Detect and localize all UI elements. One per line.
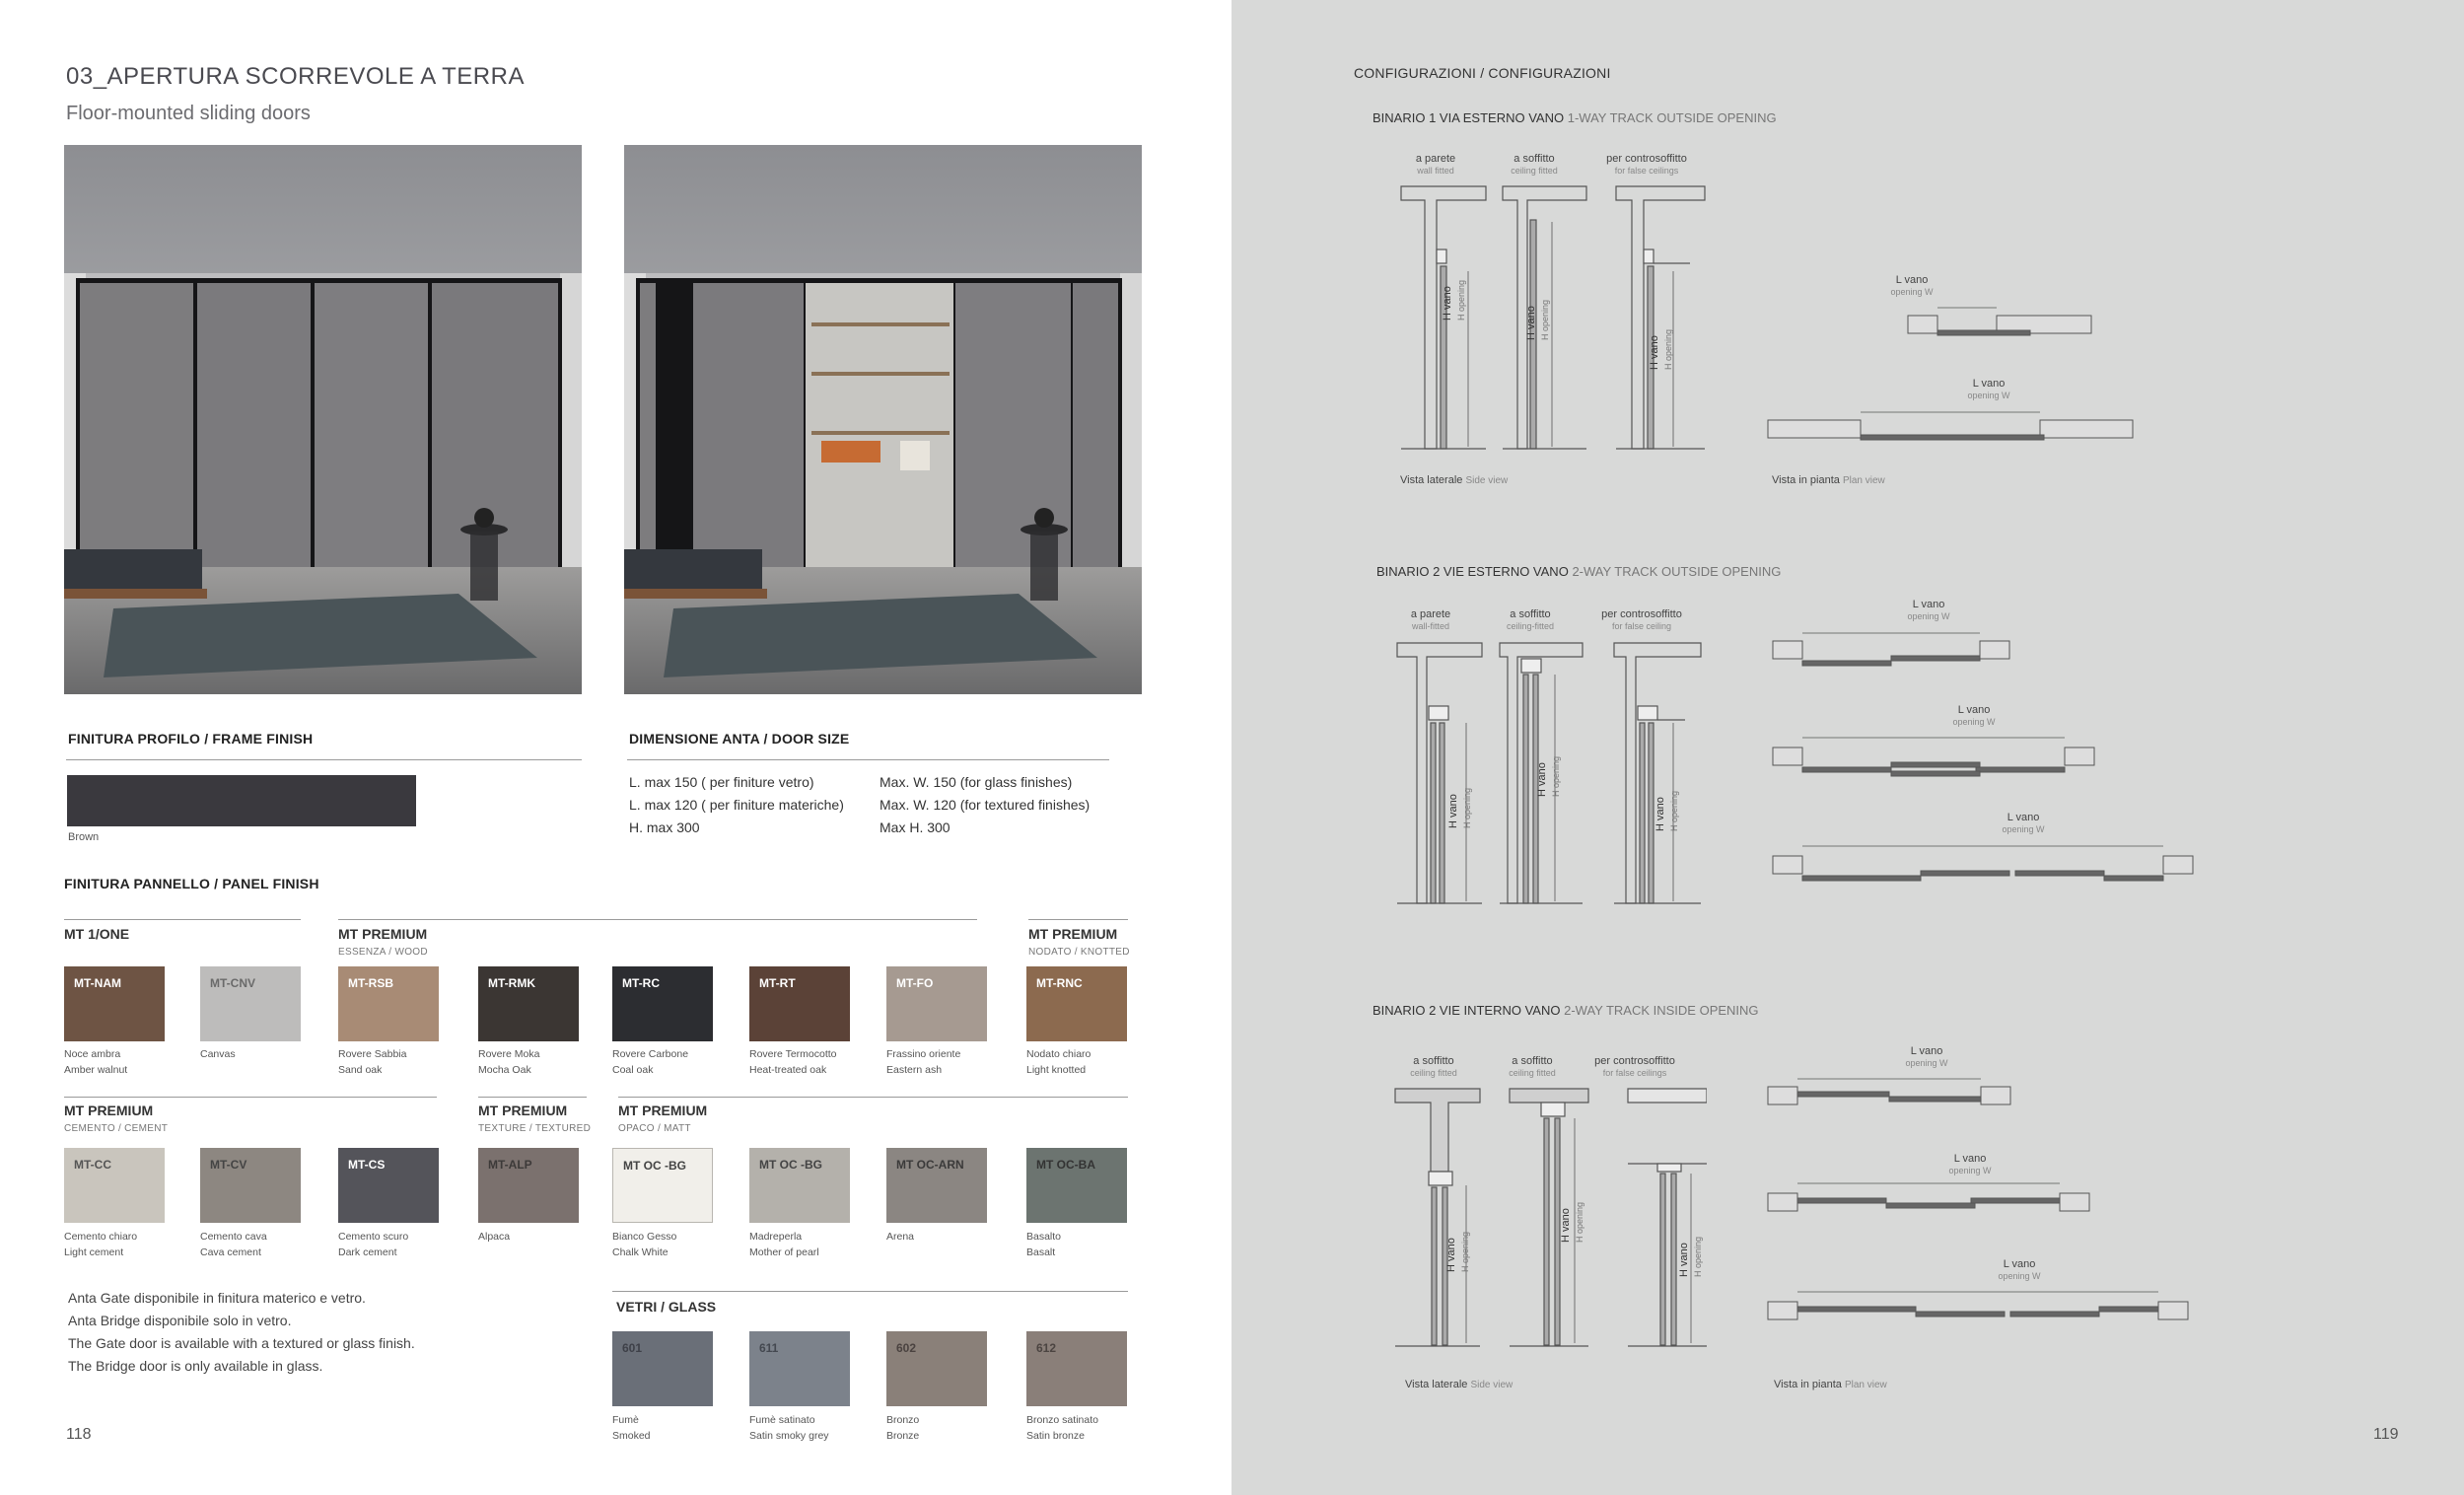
finish-swatch: [338, 1148, 439, 1223]
finish-name-en: Coal oak: [612, 1064, 654, 1076]
finish-code: MT-RMK: [488, 976, 535, 990]
availability-notes: [68, 1287, 415, 1378]
section-3-title: [1373, 1003, 1759, 1018]
finish-swatch: [886, 1148, 987, 1223]
finish-code: MT-CNV: [210, 976, 255, 990]
finish-name-en: Satin smoky grey: [749, 1430, 829, 1442]
finish-name-en: Eastern ash: [886, 1064, 943, 1076]
finish-code: 602: [896, 1341, 917, 1355]
label-en: opening W: [1948, 1166, 1992, 1175]
finish-name-it: Cemento chiaro: [64, 1231, 138, 1243]
finish-caption: [886, 1046, 1003, 1078]
group-matt-title: MT PREMIUM: [618, 1103, 708, 1118]
finish-swatch: [1026, 966, 1127, 1041]
finish-name-it: Nodato chiaro: [1026, 1048, 1091, 1060]
finish-name-it: Basalto: [1026, 1231, 1062, 1243]
finish-name-it: Rovere Termocotto: [749, 1048, 837, 1060]
view-en: Side view: [1470, 1380, 1514, 1390]
door-size-heading: DIMENSIONE ANTA / DOOR SIZE: [629, 731, 850, 747]
finish-code: MT OC-ARN: [896, 1158, 964, 1172]
group-matt-subtitle: OPACO / MATT: [618, 1123, 691, 1134]
finish-code: MT OC-BA: [1036, 1158, 1095, 1172]
group-textured-title: MT PREMIUM: [478, 1103, 568, 1118]
view-it: Vista laterale: [1400, 474, 1463, 486]
h-opening-label-en: H opening: [1663, 328, 1673, 370]
label-en: for false ceilings: [1602, 1068, 1667, 1078]
finish-code: MT-ALP: [488, 1158, 532, 1172]
s3-side-view-diagram: [1391, 1085, 1707, 1361]
finish-code: MT-RSB: [348, 976, 393, 990]
view-it: Vista in pianta: [1774, 1379, 1842, 1390]
s2-label-ceiling: [1486, 608, 1575, 632]
label-en: opening W: [1890, 287, 1934, 297]
s2-label-false-ceiling: [1587, 608, 1696, 632]
finish-name-it: Rovere Sabbia: [338, 1048, 407, 1060]
finish-name-en: Dark cement: [338, 1246, 397, 1258]
finish-name-it: Bianco Gesso: [612, 1231, 677, 1243]
finish-code: MT-RC: [622, 976, 660, 990]
s3-plan-view-label: [1774, 1379, 1887, 1390]
finish-name-it: Bronzo satinato: [1026, 1414, 1098, 1426]
finish-code: MT-RT: [759, 976, 796, 990]
finish-caption: [1026, 1412, 1143, 1444]
label-it: a soffitto: [1514, 153, 1555, 165]
view-en: Plan view: [1842, 475, 1885, 486]
finish-swatch: [749, 966, 850, 1041]
label-it: a soffitto: [1413, 1055, 1454, 1067]
note-line: The Bridge door is only available in glass.: [68, 1358, 323, 1374]
spec-line: H. max 300: [629, 819, 700, 835]
label-en: for false ceiling: [1611, 621, 1672, 631]
finish-name-it: Fumè satinato: [749, 1414, 815, 1426]
finish-caption: [749, 1412, 866, 1444]
label-it: L vano: [1910, 1045, 1943, 1057]
label-en: wall-fitted: [1411, 621, 1449, 631]
finish-name-en: Light knotted: [1026, 1064, 1087, 1076]
label-en: ceiling fitted: [1509, 1068, 1556, 1078]
spec-line: Max. W. 120 (for textured finishes): [880, 797, 1091, 813]
finish-swatch: [478, 966, 579, 1041]
view-it: Vista in pianta: [1772, 474, 1840, 486]
divider: [66, 759, 582, 760]
label-it: a parete: [1410, 608, 1451, 620]
finish-code: MT-CC: [74, 1158, 111, 1172]
finish-caption: [338, 1229, 455, 1260]
finish-caption: [612, 1412, 729, 1444]
h-opening-label: H vano: [1445, 1238, 1457, 1272]
finish-code: MT-NAM: [74, 976, 121, 990]
label-it: L vano: [1957, 704, 1991, 716]
h-opening-label-en: H opening: [1669, 790, 1679, 831]
s1-plan-view-label: [1772, 474, 1885, 486]
s3-label-ceiling: [1389, 1055, 1478, 1079]
finish-name-en: Bronze: [886, 1430, 920, 1442]
h-opening-label: H vano: [1654, 797, 1666, 831]
label-it: L vano: [2006, 812, 2040, 823]
divider: [478, 1097, 587, 1098]
view-en: Plan view: [1844, 1380, 1887, 1390]
section-3-title-en: 2-WAY TRACK INSIDE OPENING: [1564, 1003, 1759, 1018]
label-en: opening W: [1967, 391, 2010, 400]
door-size-it: [629, 771, 844, 839]
finish-name-it: Frassino oriente: [886, 1048, 961, 1060]
note-line: The Gate door is available with a textured or glass finish.: [68, 1335, 415, 1351]
finish-name-en: Mocha Oak: [478, 1064, 531, 1076]
label-it: per controsoffitto: [1594, 1055, 1675, 1067]
finish-code: 601: [622, 1341, 643, 1355]
h-opening-label-en: H opening: [1551, 755, 1561, 797]
finish-name-en: Basalt: [1026, 1246, 1056, 1258]
finish-name-it: Bronzo: [886, 1414, 920, 1426]
page-subtitle: Floor-mounted sliding doors: [66, 103, 311, 124]
section-1-title: [1373, 110, 1777, 125]
finish-name-it: Fumè: [612, 1414, 639, 1426]
group-wood-title: MT PREMIUM: [338, 926, 428, 942]
photo-closed-doors: [64, 145, 582, 694]
finish-name-it: Noce ambra: [64, 1048, 121, 1060]
divider: [627, 759, 1109, 760]
finish-swatch: [338, 966, 439, 1041]
section-3-title-it: BINARIO 2 VIE INTERNO VANO: [1373, 1003, 1561, 1018]
note-line: Anta Gate disponibile in finitura materico e vetro.: [68, 1290, 366, 1306]
finish-caption: [886, 1229, 1003, 1245]
finish-caption: [478, 1046, 595, 1078]
label-en: opening W: [1905, 1058, 1948, 1068]
finish-name-en: Satin bronze: [1026, 1430, 1085, 1442]
divider: [64, 919, 301, 920]
s1-side-view-diagram: [1399, 182, 1715, 459]
finish-name-it: Arena: [886, 1231, 915, 1243]
finish-name-en: Smoked: [612, 1430, 651, 1442]
finish-name-en: Cava cement: [200, 1246, 261, 1258]
finish-caption: [612, 1046, 729, 1078]
h-opening-label: H vano: [1560, 1208, 1572, 1243]
finish-caption: [612, 1229, 729, 1260]
finish-name-it: Cemento scuro: [338, 1231, 409, 1243]
finish-name-it: Canvas: [200, 1048, 236, 1060]
h-opening-label-en: H opening: [1460, 1231, 1470, 1272]
page-number-left: 118: [66, 1426, 92, 1443]
h-opening-label: H vano: [1447, 794, 1459, 828]
finish-name-en: Heat-treated oak: [749, 1064, 827, 1076]
page-title: 03_APERTURA SCORREVOLE A TERRA: [66, 63, 525, 90]
label-en: for false ceilings: [1614, 166, 1679, 176]
group-cement-subtitle: CEMENTO / CEMENT: [64, 1123, 169, 1134]
group-textured-subtitle: TEXTURE / TEXTURED: [478, 1123, 592, 1134]
label-en: opening W: [1952, 717, 1996, 727]
finish-name-en: Chalk White: [612, 1246, 669, 1258]
frame-finish-label: Brown: [68, 831, 100, 843]
finish-code: 612: [1036, 1341, 1057, 1355]
divider: [612, 1291, 1128, 1292]
finish-swatch: [200, 1148, 301, 1223]
s1-side-view-label: [1400, 474, 1508, 486]
label-it: L vano: [1895, 274, 1929, 286]
finish-code: MT OC -BG: [623, 1159, 686, 1173]
finish-swatch: [64, 1148, 165, 1223]
label-en: opening W: [1998, 1271, 2041, 1281]
finish-caption: [886, 1412, 1003, 1444]
label-it: a soffitto: [1510, 608, 1551, 620]
s2-plan-label: [1889, 599, 1968, 622]
label-it: L vano: [1912, 599, 1945, 610]
finish-swatch: [64, 966, 165, 1041]
finish-caption: [338, 1046, 455, 1078]
h-opening-label: H vano: [1525, 306, 1537, 340]
view-en: Side view: [1465, 475, 1509, 486]
s1-label-wall: [1391, 153, 1480, 177]
spec-line: Max H. 300: [880, 819, 950, 835]
group-knotted-subtitle: NODATO / KNOTTED: [1028, 947, 1130, 958]
label-it: a parete: [1415, 153, 1456, 165]
finish-code: MT-CV: [210, 1158, 247, 1172]
s3-plan-view-diagram: [1764, 1067, 2198, 1333]
note-line: Anta Bridge disponibile solo in vetro.: [68, 1313, 292, 1328]
finish-swatch: [478, 1148, 579, 1223]
finish-swatch: [749, 1148, 850, 1223]
label-it: per controsoffitto: [1606, 153, 1687, 165]
label-en: ceiling fitted: [1410, 1068, 1457, 1078]
h-opening-label: H vano: [1649, 335, 1660, 370]
label-it: per controsoffitto: [1601, 608, 1682, 620]
finish-name-en: Amber walnut: [64, 1064, 128, 1076]
label-en: ceiling fitted: [1511, 166, 1558, 176]
label-en: wall fitted: [1417, 166, 1454, 176]
finish-swatch: [612, 966, 713, 1041]
section-1-title-en: 1-WAY TRACK OUTSIDE OPENING: [1567, 110, 1777, 125]
label-it: a soffitto: [1512, 1055, 1553, 1067]
section-2-title-en: 2-WAY TRACK OUTSIDE OPENING: [1572, 564, 1782, 579]
finish-caption: [64, 1229, 180, 1260]
label-en: opening W: [2002, 824, 2045, 834]
divider: [64, 1097, 437, 1098]
s1-label-ceiling: [1490, 153, 1579, 177]
finish-swatch: [886, 1331, 987, 1406]
finish-caption: [1026, 1046, 1143, 1078]
finish-name-it: Alpaca: [478, 1231, 511, 1243]
s1-label-false-ceiling: [1592, 153, 1701, 177]
s1-plan-label: [1872, 274, 1951, 298]
section-2-title: [1376, 564, 1781, 579]
finish-caption: [64, 1046, 180, 1078]
finish-caption: [749, 1229, 866, 1260]
h-opening-label-en: H opening: [1575, 1201, 1584, 1243]
s2-plan-view-diagram: [1769, 621, 2203, 888]
finish-name-it: Madreperla: [749, 1231, 803, 1243]
divider: [1028, 919, 1128, 920]
h-opening-label-en: H opening: [1462, 787, 1472, 828]
divider: [618, 1097, 1128, 1098]
h-opening-label-en: H opening: [1456, 279, 1466, 320]
s3-label-false-ceiling: [1581, 1055, 1689, 1079]
spec-line: L. max 150 ( per finiture vetro): [629, 774, 814, 790]
finish-code: MT OC -BG: [759, 1158, 822, 1172]
finish-swatch: [612, 1331, 713, 1406]
finish-caption: [1026, 1229, 1143, 1260]
finish-code: MT-RNC: [1036, 976, 1083, 990]
finish-code: MT-FO: [896, 976, 934, 990]
view-it: Vista laterale: [1405, 1379, 1468, 1390]
finish-caption: [749, 1046, 866, 1078]
divider: [338, 919, 977, 920]
h-opening-label-en: H opening: [1540, 299, 1550, 340]
finish-name-it: Rovere Moka: [478, 1048, 540, 1060]
s3-side-view-label: [1405, 1379, 1513, 1390]
right-page: [1232, 0, 2464, 1495]
finish-name-en: Mother of pearl: [749, 1246, 819, 1258]
h-opening-label: H vano: [1536, 762, 1548, 797]
finish-name-it: Rovere Carbone: [612, 1048, 689, 1060]
h-opening-label: H vano: [1442, 286, 1453, 320]
finish-swatch: [1026, 1331, 1127, 1406]
label-it: L vano: [2003, 1258, 2036, 1270]
frame-finish-heading: FINITURA PROFILO / FRAME FINISH: [68, 731, 314, 747]
s1-plan-view-diagram: [1764, 296, 2188, 454]
spec-line: Max. W. 150 (for glass finishes): [880, 774, 1073, 790]
spec-line: L. max 120 ( per finiture materiche): [629, 797, 844, 813]
h-opening-label: H vano: [1678, 1243, 1690, 1277]
finish-swatch: [749, 1331, 850, 1406]
finish-caption: [478, 1229, 595, 1245]
section-2-title-it: BINARIO 2 VIE ESTERNO VANO: [1376, 564, 1569, 579]
group-knotted-title: MT PREMIUM: [1028, 926, 1118, 942]
h-opening-label-en: H opening: [1693, 1236, 1703, 1277]
finish-name-it: Cemento cava: [200, 1231, 267, 1243]
label-en: ceiling-fitted: [1506, 621, 1555, 631]
group-mt1-title: MT 1/ONE: [64, 926, 130, 942]
page-number-right: 119: [2373, 1426, 2399, 1443]
s2-side-view-diagram: [1395, 639, 1711, 915]
finish-swatch: [612, 1148, 713, 1223]
frame-finish-swatch: [67, 775, 416, 826]
photo-open-doors: [624, 145, 1142, 694]
label-it: L vano: [1972, 378, 2006, 390]
door-size-en: [880, 771, 1090, 839]
group-cement-title: MT PREMIUM: [64, 1103, 154, 1118]
configurations-heading: CONFIGURAZIONI / CONFIGURAZIONI: [1354, 65, 1611, 81]
finish-caption: [200, 1229, 317, 1260]
finish-swatch: [200, 966, 301, 1041]
group-glass-title: VETRI / GLASS: [616, 1299, 717, 1315]
section-1-title-it: BINARIO 1 VIA ESTERNO VANO: [1373, 110, 1565, 125]
finish-swatch: [886, 966, 987, 1041]
finish-code: 611: [759, 1341, 779, 1355]
finish-code: MT-CS: [348, 1158, 386, 1172]
finish-name-en: Sand oak: [338, 1064, 383, 1076]
finish-swatch: [1026, 1148, 1127, 1223]
s2-label-wall: [1386, 608, 1475, 632]
finish-caption: [200, 1046, 317, 1062]
panel-finish-heading: FINITURA PANNELLO / PANEL FINISH: [64, 876, 319, 891]
group-wood-subtitle: ESSENZA / WOOD: [338, 947, 428, 958]
finish-name-en: Light cement: [64, 1246, 124, 1258]
s3-plan-label: [1887, 1045, 1966, 1069]
label-it: L vano: [1953, 1153, 1987, 1165]
s3-label-ceiling: [1488, 1055, 1577, 1079]
label-en: opening W: [1907, 611, 1950, 621]
